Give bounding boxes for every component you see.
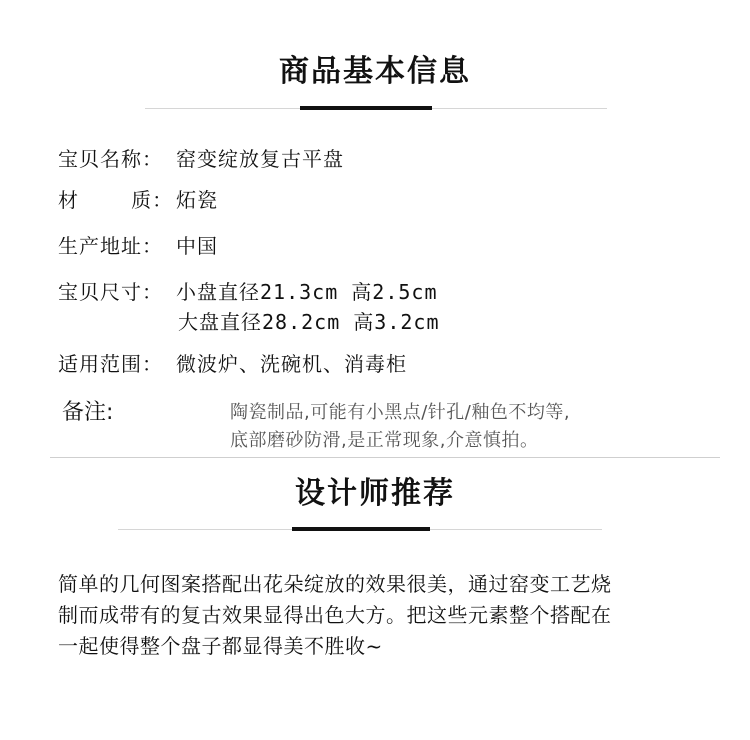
note-line: 陶瓷制品,可能有小黑点/针孔/釉色不均等, <box>230 402 571 423</box>
section-title-basic-info: 商品基本信息 <box>279 54 471 89</box>
description-line: 制而成带有的复古效果显得出色大方。把这些元素整个搭配在 <box>58 603 612 627</box>
info-value: 窑变绽放复古平盘 <box>176 147 344 171</box>
info-row-name <box>58 143 344 172</box>
description-line: 简单的几何图案搭配出花朵绽放的效果很美，通过窑变工艺烧 <box>58 572 612 596</box>
info-value: 炻瓷 <box>176 188 218 212</box>
section-divider <box>50 457 720 458</box>
info-value-size-large: 大盘直径28.2cm 高3.2cm <box>178 310 440 334</box>
note-label: 备注: <box>62 400 114 425</box>
info-value: 中国 <box>176 234 218 258</box>
title-underline <box>300 106 432 110</box>
info-label: 宝贝名称： <box>58 147 163 171</box>
info-row-usage <box>58 348 407 377</box>
info-value: 小盘直径21.3cm 高2.5cm <box>176 280 438 304</box>
info-label: 宝贝尺寸： <box>58 280 163 304</box>
info-row-material <box>58 184 218 213</box>
info-label: 生产地址： <box>58 234 163 258</box>
info-label: 材 质： <box>58 188 174 212</box>
section-title-designer: 设计师推荐 <box>295 476 455 511</box>
title-underline <box>292 527 430 531</box>
info-label: 适用范围： <box>58 352 163 376</box>
note-line: 底部磨砂防滑,是正常现象,介意慎拍。 <box>230 430 539 451</box>
description-line: 一起使得整个盘子都显得美不胜收~ <box>58 634 383 658</box>
info-value: 微波炉、洗碗机、消毒柜 <box>176 352 407 376</box>
info-row-size <box>58 276 438 305</box>
info-row-origin <box>58 230 218 259</box>
